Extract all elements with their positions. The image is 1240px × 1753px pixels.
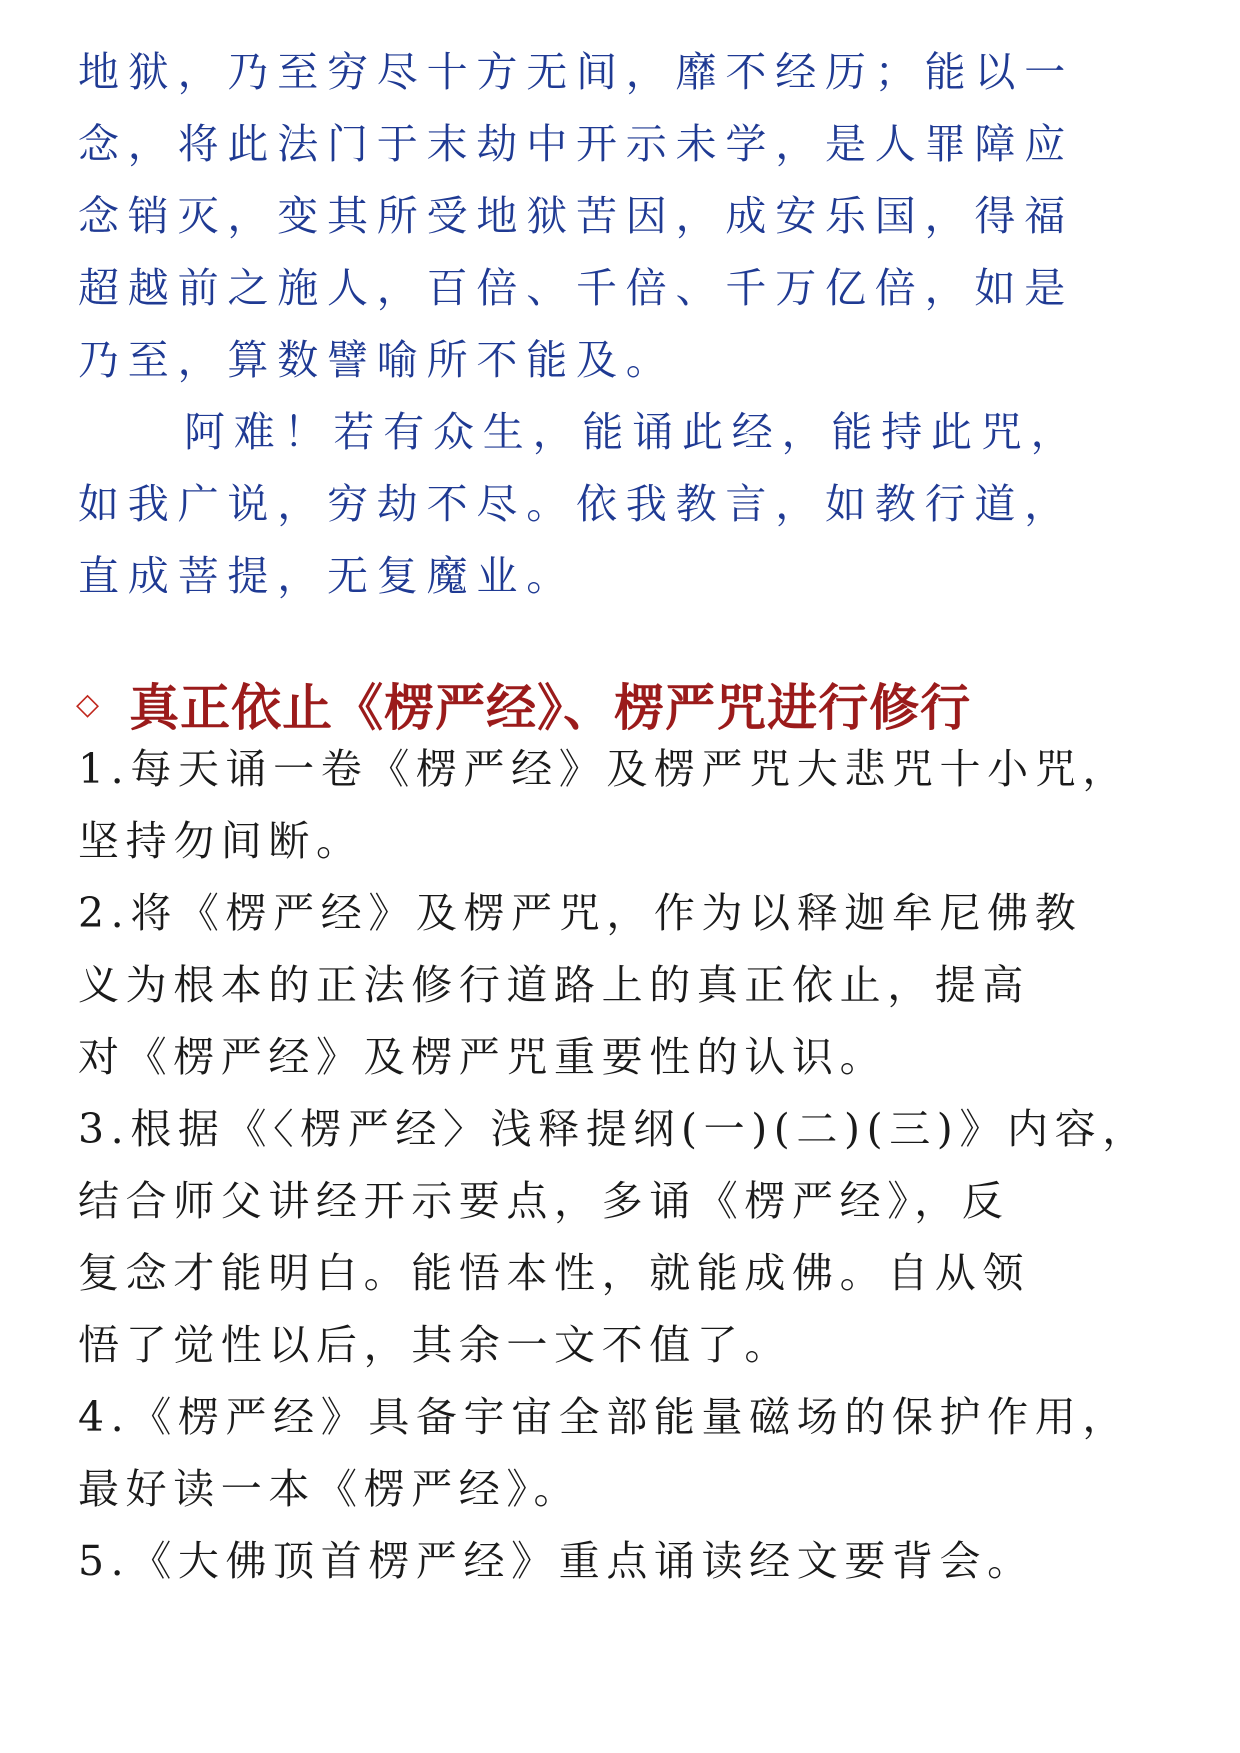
practice-line: 义为根本的正法修行道路上的真正依止，提高 [78, 961, 1030, 1009]
practice-line: 对《楞严经》及楞严咒重要性的认识。 [78, 1033, 888, 1081]
scripture-line: 如我广说，穷劫不尽。依我教言，如教行道， [78, 480, 1074, 528]
practice-line: 3.根据《〈楞严经〉浅释提纲(一)(二)(三)》内容， [78, 1105, 1150, 1153]
scripture-line: 直成菩提，无复魔业。 [78, 552, 576, 600]
practice-line: 最好读一本《楞严经》。 [78, 1465, 582, 1513]
practice-line: 结合师父讲经开示要点，多诵《楞严经》，反 [78, 1177, 1010, 1225]
scripture-line: 超越前之施人，百倍、千倍、千万亿倍，如是 [78, 264, 1074, 312]
scripture-line: 阿难！若有众生，能诵此经，能持此咒， [184, 408, 1081, 456]
practice-line: 4.《楞严经》具备宇宙全部能量磁场的保护作用， [78, 1393, 1130, 1441]
practice-line: 复念才能明白。能悟本性，就能成佛。自从领 [78, 1249, 1030, 1297]
practice-line: 2.将《楞严经》及楞严咒，作为以释迦牟尼佛教 [78, 889, 1083, 937]
practice-line: 悟了觉性以后，其余一文不值了。 [78, 1321, 792, 1369]
scripture-line: 乃至，算数譬喻所不能及。 [78, 336, 676, 384]
section-heading [76, 668, 971, 740]
practice-line: 5.《大佛顶首楞严经》重点诵读经文要背会。 [78, 1537, 1035, 1585]
practice-line: 坚持勿间断。 [78, 817, 364, 865]
diamond-bullet-icon: ◇ [76, 686, 100, 722]
section-title: 真正依止《楞严经》、楞严咒进行修行 [129, 679, 972, 737]
practice-line: 1.每天诵一卷《楞严经》及楞严咒大悲咒十小咒， [78, 745, 1130, 793]
scripture-line: 地狱，乃至穷尽十方无间，靡不经历；能以一 [78, 48, 1074, 96]
scripture-line: 念销灭，变其所受地狱苦因，成安乐国，得福 [78, 192, 1074, 240]
scripture-line: 念，将此法门于末劫中开示未学，是人罪障应 [78, 120, 1074, 168]
